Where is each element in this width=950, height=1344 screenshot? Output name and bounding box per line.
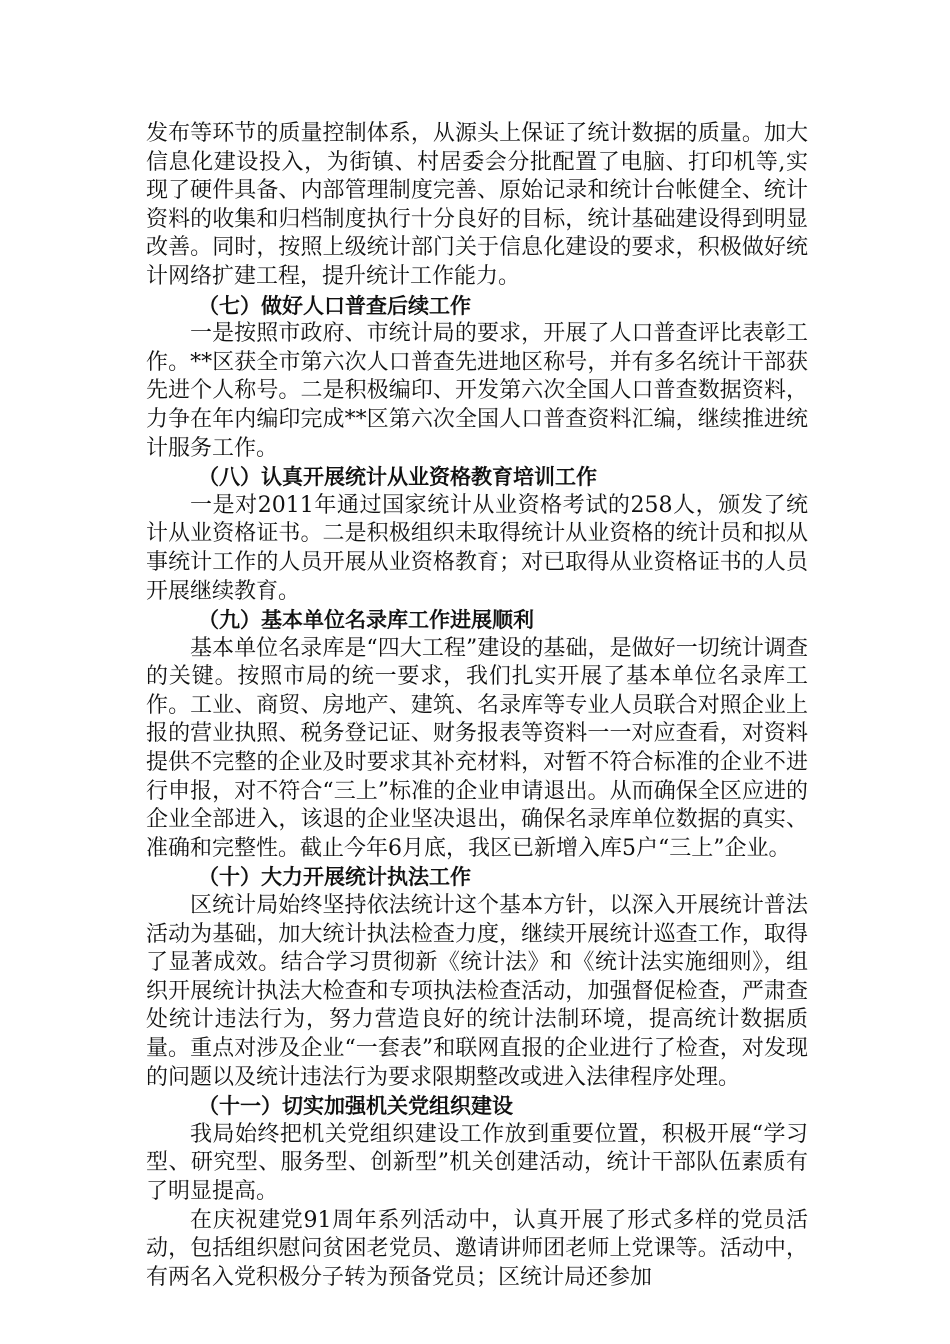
section-heading-9: （九）基本单位名录库工作进展顺利 [198, 608, 534, 633]
section-heading-7: （七）做好人口普查后续工作 [198, 293, 471, 318]
paragraph-law-enforcement: 区统计局始终坚持依法统计这个基本方针，以深入开展统计普法活动为基础，加大统计执法检查力度，继续开展统计巡查工作，取得了显著成效。结合学习贯彻新《统计法》和《统计法实施细则》，组织开展统计执法大检查和专项执法检查活动，加强督促检查，严肃查处统计违法行为，努力营造良好的统计法制环境，提高统计数据质量。重点对涉及企业“一套表”和联网直报的企业进行了检查，对发现的问题以及统计违法行为要求限期整改或进入法律程序处理。 [146, 893, 808, 1090]
section-heading-10: （十）大力开展统计执法工作 [198, 865, 471, 890]
paragraph-quality-control: 发布等环节的质量控制体系，从源头上保证了统计数据的质量。加大信息化建设投入，为街镇、村居委会分批配置了电脑、打印机等,实现了硬件具备、内部管理制度完善、原始记录和统计台帐健全、统计资料的收集和归档制度执行十分良好的目标，统计基础建设得到明显改善。同时，按照上级统计部门关于信息化建设的要求，积极做好统计网络扩建工程，提升统计工作能力。 [146, 121, 808, 289]
paragraph-qualification-training: 一是对2011年通过国家统计从业资格考试的258人，颁发了统计从业资格证书。二是积极组织未取得统计从业资格的统计员和拟从事统计工作的人员开展从业资格教育；对已取得从业资格证书的人员开展继续教育。 [146, 492, 808, 604]
paragraph-unit-directory: 基本单位名录库是“四大工程”建设的基础，是做好一切统计调查的关键。按照市局的统一要求，我们扎实开展了基本单位名录库工作。工业、商贸、房地产、建筑、名录库等专业人员联合对照企业上报的营业执照、税务登记证、财务报表等资料一一对应查看，对资料提供不完整的企业及时要求其补充材料，对暂不符合标准的企业不进行申报，对不符合“三上”标准的企业申请退出。从而确保全区应进的企业全部进入，该退的企业坚决退出，确保名录库单位数据的真实、准确和完整性。截止今年6月底，我区已新增入库5户“三上”企业。 [146, 635, 808, 861]
section-heading-8: （八）认真开展统计从业资格教育培训工作 [198, 465, 597, 490]
section-heading-11: （十一）切实加强机关党组织建设 [198, 1094, 513, 1119]
document-page [146, 120, 808, 1292]
paragraph-party-anniversary: 在庆祝建党91周年系列活动中，认真开展了形式多样的党员活动，包括组织慰问贫困老党员、邀请讲师团老师上党课等。活动中，有两名入党积极分子转为预备党员；区统计局还参加 [146, 1207, 808, 1290]
paragraph-census-followup: 一是按照市政府、市统计局的要求，开展了人口普查评比表彰工作。**区获全市第六次人口普查先进地区称号，并有多名统计干部获先进个人称号。二是积极编印、开发第六次全国人口普查数据资料，力争在年内编印完成**区第六次全国人口普查资料汇编，继续推进统计服务工作。 [146, 321, 808, 461]
paragraph-party-building: 我局始终把机关党组织建设工作放到重要位置，积极开展“学习型、研究型、服务型、创新型”机关创建活动，统计干部队伍素质有了明显提高。 [146, 1121, 808, 1204]
